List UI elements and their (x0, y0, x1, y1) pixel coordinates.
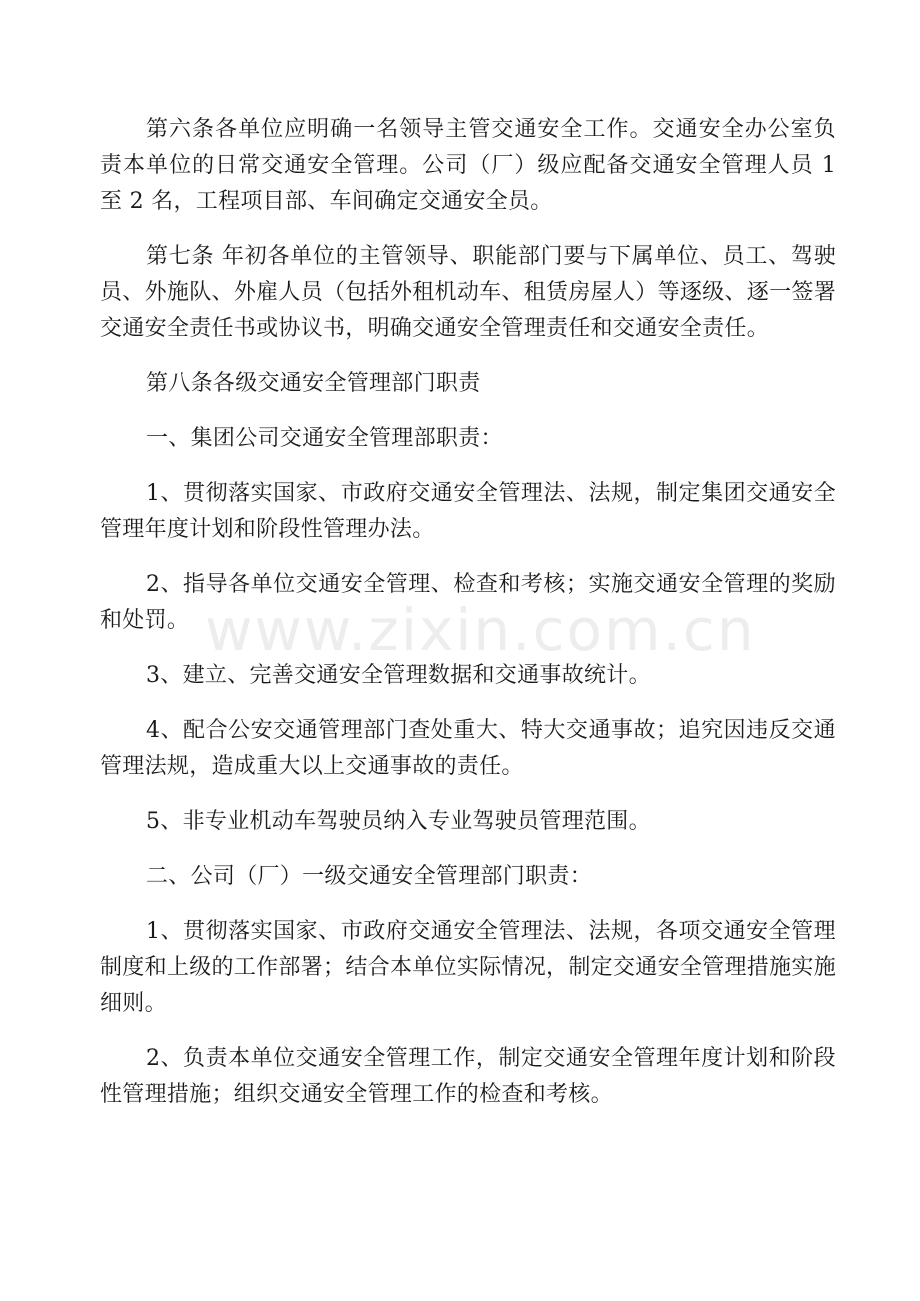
section-heading-group-duties: 一、集团公司交通安全管理部职责： (146, 426, 503, 451)
document-body (100, 112, 836, 1132)
paragraph-article-6: 第六条各单位应明确一名领导主管交通安全工作。交通安全办公室负责本单位的日常交通安全管理。公司（厂）级应配备交通安全管理人员 1 至 2 名，工程项目部、车间确定交通安全员。 (100, 117, 836, 214)
list-item-group-duty-5: 5、非专业机动车驾驶员纳入专业驾驶员管理范围。 (146, 809, 651, 834)
list-item-group-duty-1: 1、贯彻落实国家、市政府交通安全管理法、法规，制定集团交通安全管理年度计划和阶段性管理办法。 (100, 481, 836, 542)
section-heading-company-duties: 二、公司（厂）一级交通安全管理部门职责： (146, 864, 593, 889)
list-item-group-duty-2: 2、指导各单位交通安全管理、检查和考核；实施交通安全管理的奖励和处罚。 (100, 572, 836, 633)
list-item-company-duty-1: 1、贯彻落实国家、市政府交通安全管理法、法规，各项交通安全管理制度和上级的工作部署；结合本单位实际情况，制定交通安全管理措施实施细则。 (100, 919, 836, 1016)
list-item-group-duty-3: 3、建立、完善交通安全管理数据和交通事故统计。 (146, 663, 651, 688)
list-item-group-duty-4: 4、配合公安交通管理部门查处重大、特大交通事故；追究因违反交通管理法规，造成重大以上交通事故的责任。 (100, 718, 836, 779)
paragraph-article-7: 第七条 年初各单位的主管领导、职能部门要与下属单位、员工、驾驶员、外施队、外雇人员（包括外租机动车、租赁房屋人）等逐级、逐一签署交通安全责任书或协议书，明确交通安全管理责任和交通安全责任。 (100, 244, 836, 341)
paragraph-article-8-heading: 第八条各级交通安全管理部门职责 (146, 371, 481, 396)
list-item-company-duty-2: 2、负责本单位交通安全管理工作，制定交通安全管理年度计划和阶段性管理措施；组织交通安全管理工作的检查和考核。 (100, 1046, 836, 1107)
watermark: www.zixin.com.cn (205, 596, 756, 664)
